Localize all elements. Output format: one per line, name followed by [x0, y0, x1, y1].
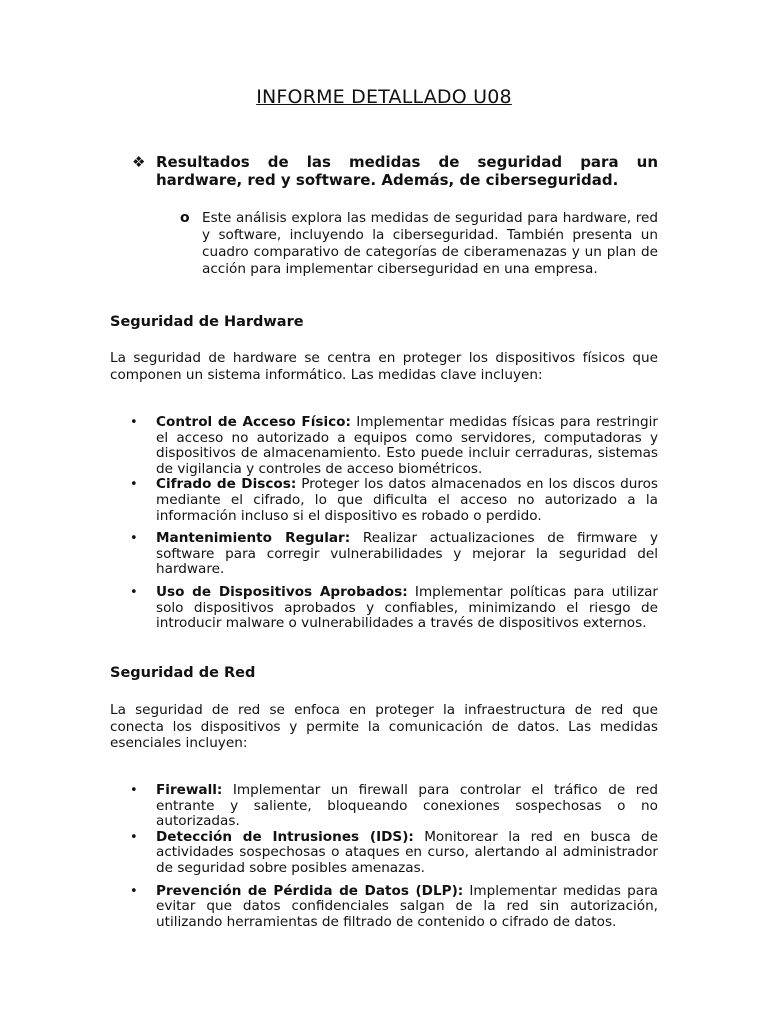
bullet-icon: • — [130, 415, 138, 430]
list-item — [110, 415, 658, 477]
hardware-list — [110, 415, 658, 632]
intro-item — [180, 210, 658, 278]
item-term: Cifrado de Discos: — [156, 476, 297, 493]
item-term: Mantenimiento Regular: — [156, 530, 351, 547]
item-text: Realizar actualizaciones de firmware y software para corregir vulnerabilidades y mejorar la seguridad del hardware. — [156, 530, 658, 578]
item-text: Implementar un firewall para controlar el tráfico de red entrante y saliente, bloqueando conexiones sospechosas o no autorizadas. — [156, 782, 658, 830]
bullet-icon: • — [130, 829, 138, 845]
hardware-heading: Seguridad de Hardware — [110, 314, 304, 330]
bullet-icon: • — [130, 477, 138, 493]
item-text: Proteger los datos almacenados en los discos duros mediante el cifrado, lo que dificulta el acceso no autorizado a la información incluso si el dispositivo es robado o perdido. — [156, 476, 659, 524]
list-item — [110, 783, 658, 830]
list-item — [110, 830, 658, 877]
item-text: Implementar políticas para utilizar solo dispositivos aprobados y confiables, minimizando el riesgo de introducir malware o vulnerabilidades a través de dispositivos externos. — [156, 583, 658, 632]
network-heading: Seguridad de Red — [110, 665, 256, 681]
document-title: INFORME DETALLADO U08 — [256, 86, 512, 108]
section-heading-text: Resultados de las medidas de seguridad para un hardware, red y software. Además, de ciberseguridad. — [156, 153, 658, 189]
network-list — [110, 783, 658, 930]
bullet-icon: • — [130, 531, 138, 547]
diamond-bullet-icon: ❖ — [132, 153, 146, 171]
intro-text: Este análisis explora las medidas de seguridad para hardware, red y software, incluyendo la ciberseguridad. También presenta un cuadro comparativo de categorías de ciberamenazas y un plan de acción para implementar ciberseguridad en una empresa. — [202, 210, 658, 277]
bullet-icon: • — [130, 584, 138, 600]
list-item — [110, 531, 658, 578]
item-term: Firewall: — [156, 782, 223, 798]
hardware-paragraph: La seguridad de hardware se centra en proteger los dispositivos físicos que componen un sistema informático. Las medidas clave incluyen: — [110, 350, 658, 383]
bullet-icon: • — [130, 783, 138, 798]
intro-marker: o — [180, 210, 190, 226]
bullet-icon: • — [130, 883, 138, 899]
item-term: Uso de Dispositivos Aprobados: — [156, 583, 408, 600]
item-term: Control de Acceso Físico: — [156, 414, 351, 430]
list-item — [110, 477, 658, 524]
network-paragraph: La seguridad de red se enfoca en proteger la infraestructura de red que conecta los dispositivos y permite la comunicación de datos. Las medidas esenciales incluyen: — [110, 702, 658, 751]
item-text: Implementar medidas físicas para restringir el acceso no autorizado a equipos como servidores, computadoras y dispositivos de almacenamiento. Esto puede incluir cerraduras, sistemas de vigilancia y controles de acceso biométricos. — [156, 414, 658, 477]
item-term: Prevención de Pérdida de Datos (DLP): — [156, 882, 464, 899]
item-text: Monitorear la red en busca de actividades sospechosas o ataques en curso, alertando al administrador de seguridad sobre posibles amenazas. — [156, 828, 658, 876]
item-term: Detección de Intrusiones (IDS): — [156, 828, 414, 845]
section-heading-item — [132, 153, 658, 189]
list-item — [110, 585, 658, 632]
list-item — [110, 884, 658, 931]
item-text: Implementar medidas para evitar que datos confidenciales salgan de la red sin autorización, utilizando herramientas de filtrado de contenido o cifrado de datos. — [156, 882, 658, 930]
